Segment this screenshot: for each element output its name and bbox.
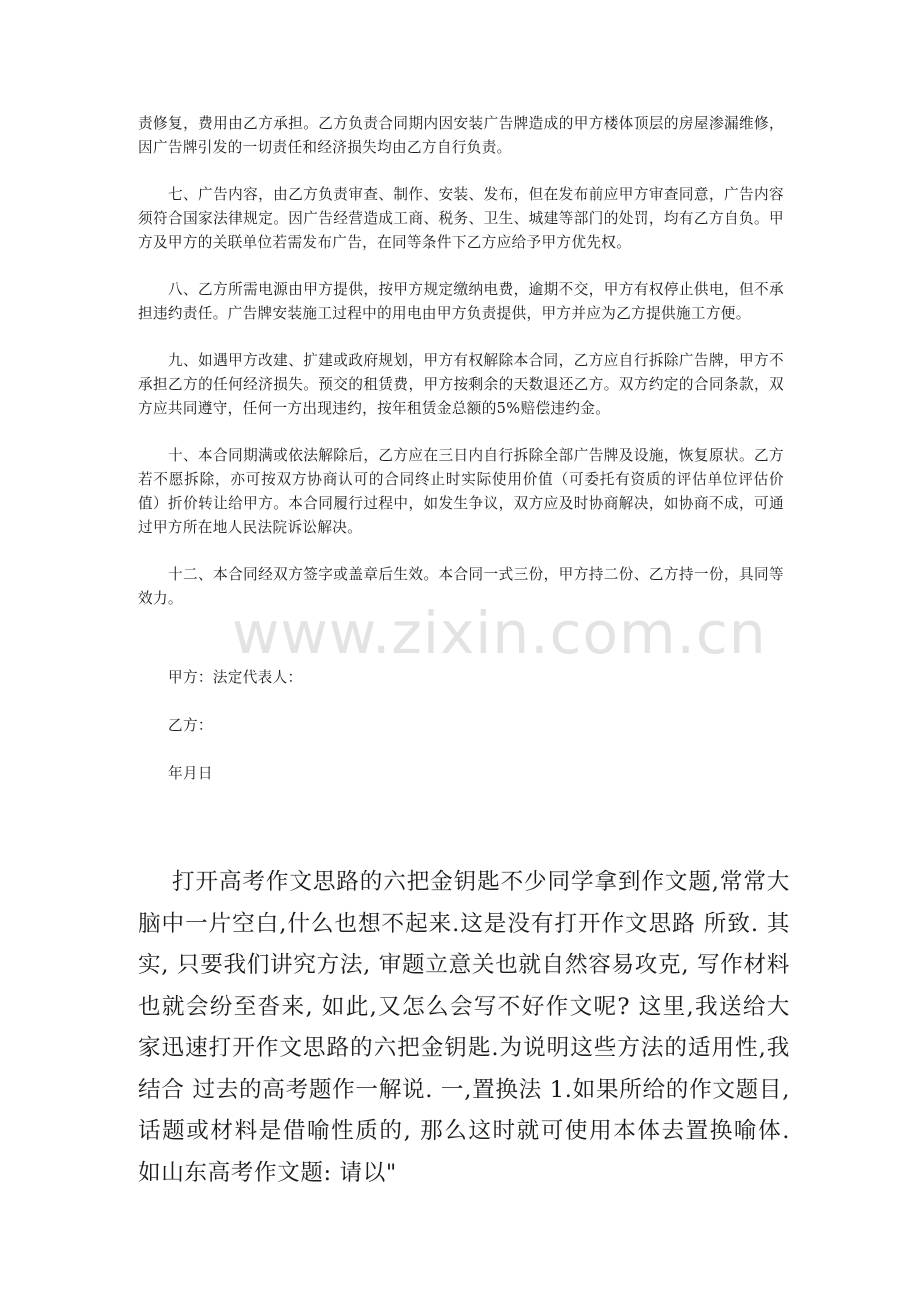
essay-section bbox=[138, 862, 790, 1194]
essay-paragraph: 打开高考作文思路的六把金钥匙不少同学拿到作文题,常常大脑中一片空白,什么也想不起来.这是没有打开作文思路 所致. 其实, 只要我们讲究方法, 审题立意关也就自然容易攻克, 写作材料也就会纷至沓来, 如此,又怎么会写不好作文呢? 这里,我送给大家迅速打开作文思路的六把金钥匙.为说明这些方法的适用性,我结合 过去的高考题作一解说. 一,置换法 1.如果所给的作文题目, 话题或材料是借喻性质的, 那么这时就可使用本体去置换喻体. 如山东高考作文题: 请以" bbox=[138, 869, 790, 1186]
contract-clause-12: 十二、本合同经双方签字或盖章后生效。本合同一式三份，甲方持二份、乙方持一份，具同等效力。 bbox=[138, 566, 784, 607]
contract-clause-7: 七、广告内容，由乙方负责审查、制作、安装、发布，但在发布前应甲方审查同意，广告内容须符合国家法律规定。因广告经营造成工商、税务、卫生、城建等部门的处罚，均有乙方自负。甲方及甲方的关联单位若需发布广告，在同等条件下乙方应给予甲方优先权。 bbox=[138, 186, 784, 251]
signature-party-a: 甲方：法定代表人： bbox=[168, 669, 303, 686]
contract-paragraph-continued: 责修复，费用由乙方承担。乙方负责合同期内因安装广告牌造成的甲方楼体顶层的房屋渗漏维修，因广告牌引发的一切责任和经济损失均由乙方自行负责。 bbox=[138, 115, 784, 156]
contract-clause-9: 九、如遇甲方改建、扩建或政府规划，甲方有权解除本合同，乙方应自行拆除广告牌，甲方不承担乙方的任何经济损失。预交的租赁费，甲方按剩余的天数退还乙方。双方约定的合同条款，双方应共同遵守，任何一方出现违约，按年租赁金总额的5%赔偿违约金。 bbox=[138, 352, 784, 417]
signature-party-b: 乙方： bbox=[168, 717, 213, 734]
contract-clause-10: 十、本合同期满或依法解除后，乙方应在三日内自行拆除全部广告牌及设施，恢复原状。乙方若不愿拆除，亦可按双方协商认可的合同终止时实际使用价值（可委托有资质的评估单位评估价值）折价转让给甲方。本合同履行过程中，如发生争议，双方应及时协商解决，如协商不成，可通过甲方所在地人民法院诉讼解决。 bbox=[138, 447, 784, 536]
contract-section bbox=[138, 112, 784, 634]
signature-date: 年月日 bbox=[168, 765, 213, 782]
contract-clause-8: 八、乙方所需电源由甲方提供，按甲方规定缴纳电费，逾期不交，甲方有权停止供电，但不承担违约责任。广告牌安装施工过程中的用电由甲方负责提供，甲方并应为乙方提供施工方便。 bbox=[138, 281, 784, 322]
watermark-text: www.zixin.com.cn bbox=[232, 599, 767, 667]
